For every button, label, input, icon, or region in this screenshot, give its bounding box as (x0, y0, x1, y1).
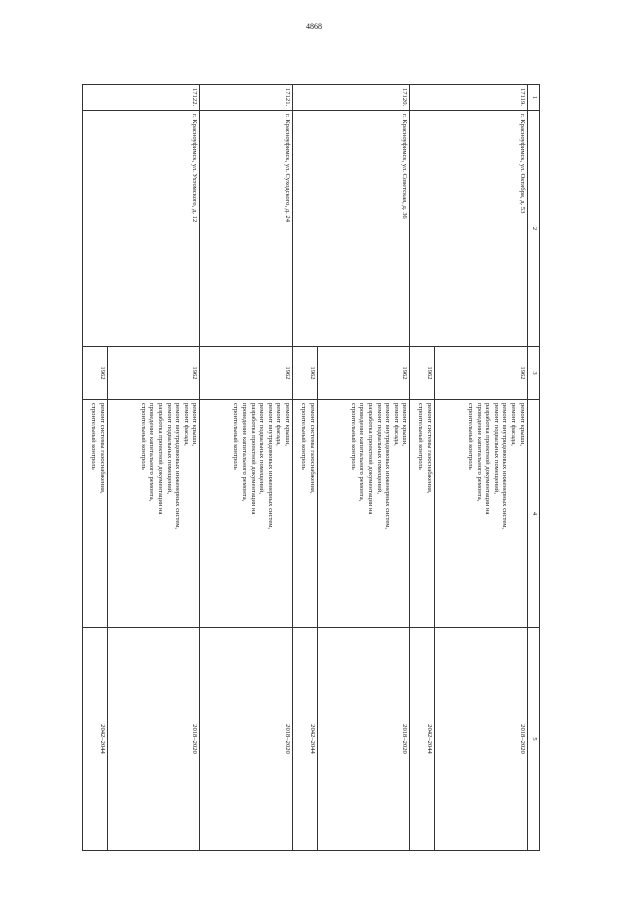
work-item: ремонт подвальных помещений, (492, 403, 500, 494)
works-cell (435, 400, 528, 628)
address-cell: г. Красноуфимск, ул. Суходского, д. 24 (200, 111, 293, 347)
year-cell: 1962 (107, 347, 200, 400)
works-cell (200, 400, 293, 628)
work-item: ремонт крыши, (518, 403, 526, 446)
column-header: 1 (527, 85, 539, 111)
rotated-table-container (82, 84, 540, 850)
work-item: ремонт фасада, (510, 403, 518, 446)
work-item: разработка проектной документации на (484, 403, 492, 515)
year-cell: 1962 (317, 347, 410, 400)
year-cell: 1962 (200, 347, 293, 400)
works-cell (107, 400, 200, 628)
period-cell: 2042–2044 (293, 628, 318, 851)
table-body (83, 85, 540, 851)
work-item: ремонт крыши, (284, 403, 292, 446)
column-header: 5 (527, 628, 539, 851)
column-header: 3 (527, 347, 539, 400)
work-item: ремонт внутридомовых инженерных систем, (174, 403, 182, 530)
work-item: ремонт внутридомовых инженерных систем, (384, 403, 392, 530)
table-row (435, 85, 528, 851)
work-item: строительный контроль (232, 403, 240, 470)
address-cell: г. Красноуфимск, ул. Советская, д. 36 (293, 111, 410, 347)
address-cell: г. Красноуфимск, ул. Октября, д. 53 (410, 111, 527, 347)
work-item: ремонт системы газоснабжения, (98, 403, 106, 494)
table-row (200, 85, 293, 851)
period-cell: 2018–2020 (317, 628, 410, 851)
work-item: строительный контроль (417, 403, 425, 470)
work-item: проведение капитального ремонта, (241, 403, 249, 502)
repair-schedule-table (82, 84, 540, 851)
work-item: ремонт крыши, (401, 403, 409, 446)
work-item: ремонт подвальных помещений, (258, 403, 266, 494)
work-item: ремонт подвальных помещений, (375, 403, 383, 494)
works-cell (317, 400, 410, 628)
period-cell: 2042–2044 (83, 628, 108, 851)
address-cell: г. Красноуфимск, ул. Ухтомского, д. 12 (83, 111, 200, 347)
page-number: 4868 (306, 22, 322, 31)
row-number: 17122. (83, 85, 200, 111)
work-item: ремонт крыши, (191, 403, 199, 446)
table-row (317, 85, 410, 851)
row-number: 17121. (200, 85, 293, 111)
year-cell: 1962 (410, 347, 435, 400)
table-row (107, 85, 200, 851)
work-item: ремонт внутридомовых инженерных систем, (501, 403, 509, 530)
work-item: строительный контроль (139, 403, 147, 470)
work-item: ремонт фасада, (182, 403, 190, 446)
work-item: строительный контроль (90, 403, 98, 470)
work-item: ремонт системы газоснабжения, (308, 403, 316, 494)
work-item: строительный контроль (467, 403, 475, 470)
work-item: строительный контроль (349, 403, 357, 470)
work-item: ремонт фасада, (275, 403, 283, 446)
period-cell: 2018–2020 (200, 628, 293, 851)
row-number: 17119. (410, 85, 527, 111)
header-row (527, 85, 539, 851)
work-item: проведение капитального ремонта, (475, 403, 483, 502)
works-cell (83, 400, 108, 628)
work-item: разработка проектной документации на (366, 403, 374, 515)
period-cell: 2018–2020 (435, 628, 528, 851)
work-item: проведение капитального ремонта, (148, 403, 156, 502)
works-cell (410, 400, 435, 628)
year-cell: 1962 (293, 347, 318, 400)
column-header: 2 (527, 111, 539, 347)
period-cell: 2018–2020 (107, 628, 200, 851)
work-item: строительный контроль (300, 403, 308, 470)
work-item: ремонт внутридомовых инженерных систем, (266, 403, 274, 530)
work-item: ремонт системы газоснабжения, (426, 403, 434, 494)
year-cell: 1962 (83, 347, 108, 400)
works-cell (293, 400, 318, 628)
work-item: ремонт фасада, (392, 403, 400, 446)
work-item: разработка проектной документации на (157, 403, 165, 515)
work-item: разработка проектной документации на (249, 403, 257, 515)
work-item: проведение капитального ремонта, (358, 403, 366, 502)
column-header: 4 (527, 400, 539, 628)
row-number: 17120. (293, 85, 410, 111)
year-cell: 1962 (435, 347, 528, 400)
period-cell: 2042–2044 (410, 628, 435, 851)
work-item: ремонт подвальных помещений, (165, 403, 173, 494)
